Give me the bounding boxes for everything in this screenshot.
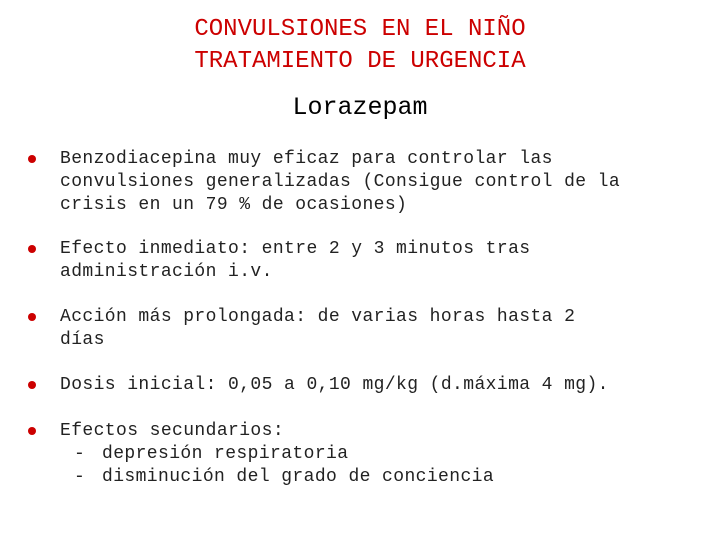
bullet-line: Benzodiacepina muy eficaz para controlar las [60,149,553,169]
bullet-line: días [60,330,105,350]
bullet-text [60,238,710,284]
bullet-line: convulsiones generalizadas (Consigue control de la [60,172,621,192]
title-line-1: CONVULSIONES EN EL NIÑO [194,16,526,43]
slide-subtitle: Lorazepam [292,93,428,122]
bullet-line: Acción más prolongada: de varias horas hasta 2 [60,307,576,327]
dash-marker: - [74,444,86,464]
bullet-dot-icon [28,427,36,435]
sub-bullet-item [60,466,710,489]
dash-marker: - [74,467,86,487]
bullet-text [60,148,710,217]
title-line-2: TRATAMIENTO DE URGENCIA [194,48,526,75]
bullet-text [60,306,710,352]
bullet-text [60,420,710,489]
bullet-dot-icon [28,313,36,321]
bullet-line: Efecto inmediato: entre 2 y 3 minutos tras [60,239,531,259]
sub-bullet-text: depresión respiratoria [102,444,349,464]
bullet-line: administración i.v. [60,262,273,282]
sub-bullet-text: disminución del grado de conciencia [102,467,495,487]
bullet-line: Efectos secundarios: [60,421,285,441]
bullet-text [60,374,710,397]
bullet-dot-icon [28,245,36,253]
sub-bullet-item [60,443,710,466]
bullet-dot-icon [28,381,36,389]
bullet-line: crisis en un 79 % de ocasiones) [60,195,408,215]
bullet-line: Dosis inicial: 0,05 a 0,10 mg/kg (d.máxima 4 mg). [60,375,609,395]
bullet-dot-icon [28,155,36,163]
